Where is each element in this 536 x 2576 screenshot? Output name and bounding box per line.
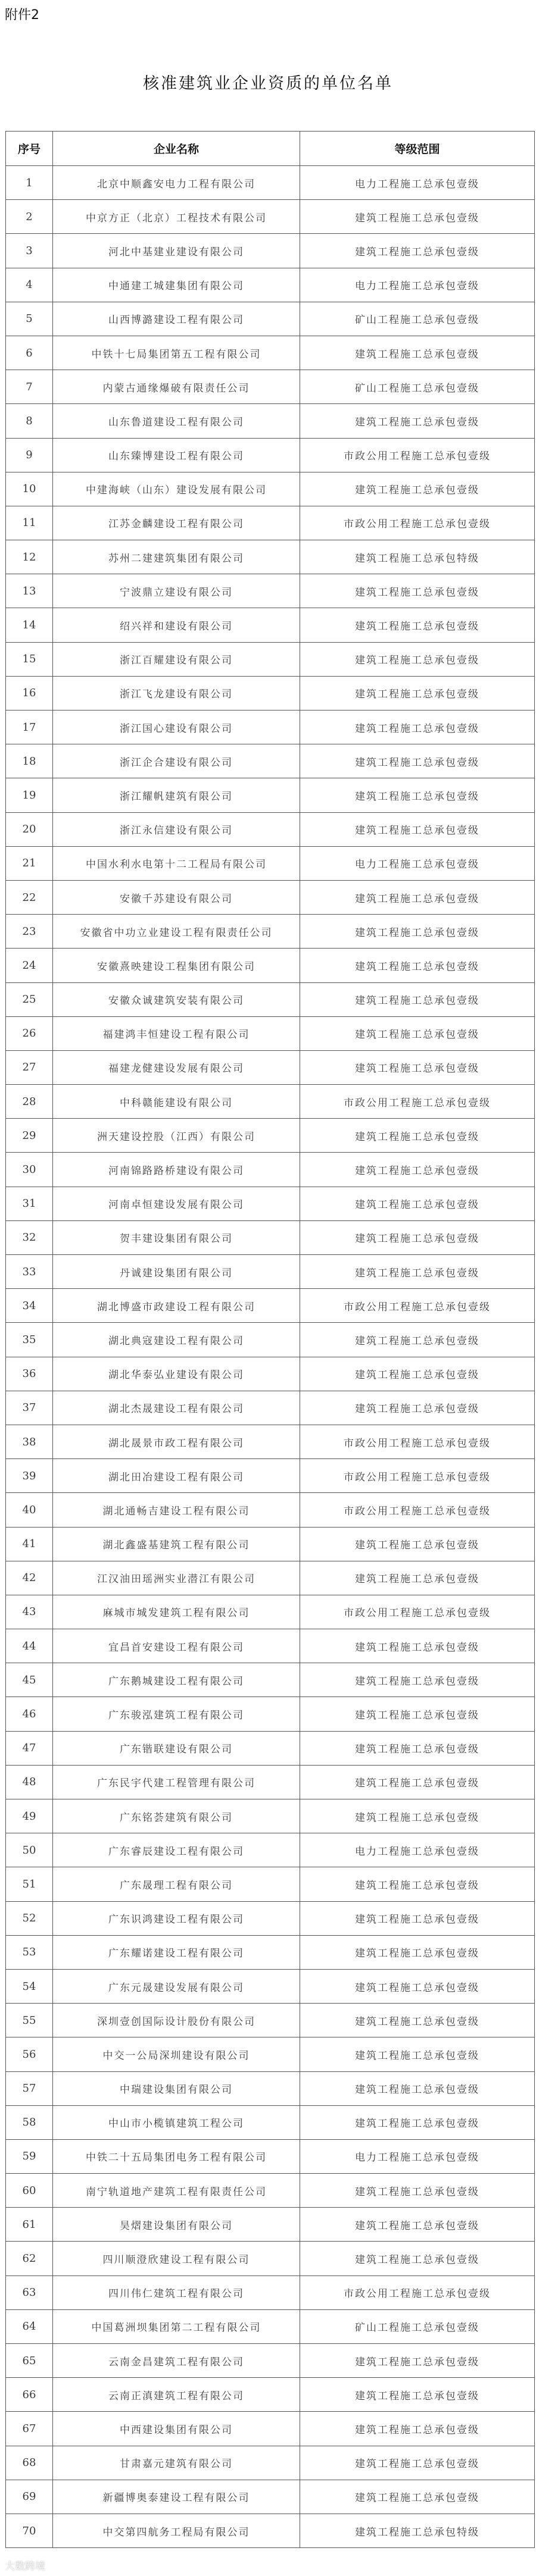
qualification-scope-cell: 建筑工程施工总承包壹级	[300, 1050, 535, 1084]
table-row	[6, 1220, 535, 1254]
serial-number-cell: 49	[6, 1799, 53, 1833]
company-name-cell: 洲天建设控股（江西）有限公司	[53, 1119, 300, 1153]
company-name-cell: 浙江国心建设有限公司	[53, 710, 300, 744]
company-name-cell: 中西建设集团有限公司	[53, 2412, 300, 2446]
serial-number-cell: 21	[6, 846, 53, 880]
company-name-cell: 广东识鸿建设工程有限公司	[53, 1901, 300, 1935]
table-row	[6, 2004, 535, 2037]
serial-number-cell: 54	[6, 1969, 53, 2003]
serial-number-cell: 1	[6, 166, 53, 200]
company-name-cell: 江汉油田瑶洲实业潜江有限公司	[53, 1561, 300, 1595]
serial-number-cell: 4	[6, 268, 53, 302]
table-row	[6, 268, 535, 302]
company-name-cell: 山东鲁道建设工程有限公司	[53, 404, 300, 438]
company-name-cell: 湖北杰晟建设工程有限公司	[53, 1391, 300, 1425]
serial-number-cell: 5	[6, 302, 53, 336]
company-name-cell: 浙江飞龙建设有限公司	[53, 676, 300, 710]
table-row	[6, 1731, 535, 1765]
table-row	[6, 1357, 535, 1391]
company-name-cell: 新疆博奥泰建设工程有限公司	[53, 2480, 300, 2514]
qualification-scope-cell: 建筑工程施工总承包壹级	[300, 2242, 535, 2275]
qualification-scope-cell: 建筑工程施工总承包壹级	[300, 982, 535, 1016]
table-row	[6, 2344, 535, 2378]
table-row	[6, 2275, 535, 2309]
serial-number-cell: 37	[6, 1391, 53, 1425]
qualification-scope-cell: 建筑工程施工总承包壹级	[300, 710, 535, 744]
table-row	[6, 1663, 535, 1697]
header-qualification-scope: 等级范围	[300, 132, 535, 166]
qualification-scope-cell: 建筑工程施工总承包壹级	[300, 2446, 535, 2480]
table-row	[6, 370, 535, 404]
company-name-cell: 中建海峡（山东）建设发展有限公司	[53, 472, 300, 506]
table-row	[6, 1119, 535, 1153]
serial-number-cell: 33	[6, 1255, 53, 1289]
qualification-scope-cell: 市政公用工程施工总承包壹级	[300, 1085, 535, 1119]
qualification-scope-cell: 电力工程施工总承包壹级	[300, 2139, 535, 2173]
serial-number-cell: 3	[6, 234, 53, 268]
qualification-scope-cell: 建筑工程施工总承包壹级	[300, 1220, 535, 1254]
table-row	[6, 1595, 535, 1629]
serial-number-cell: 46	[6, 1697, 53, 1731]
qualification-scope-cell: 建筑工程施工总承包壹级	[300, 2344, 535, 2378]
table-row	[6, 1527, 535, 1561]
company-name-cell: 湖北通畅吉建设工程有限公司	[53, 1493, 300, 1527]
serial-number-cell: 39	[6, 1459, 53, 1493]
company-name-cell: 广东睿辰建设工程有限公司	[53, 1833, 300, 1867]
qualification-scope-cell: 建筑工程施工总承包壹级	[300, 1969, 535, 2003]
company-name-cell: 湖北典寇建设工程有限公司	[53, 1323, 300, 1357]
company-name-cell: 贺丰建设集团有限公司	[53, 1220, 300, 1254]
serial-number-cell: 26	[6, 1016, 53, 1050]
header-company-name: 企业名称	[53, 132, 300, 166]
serial-number-cell: 8	[6, 404, 53, 438]
header-serial-number: 序号	[6, 132, 53, 166]
qualification-scope-cell: 市政公用工程施工总承包壹级	[300, 1425, 535, 1458]
table-row	[6, 1697, 535, 1731]
serial-number-cell: 68	[6, 2446, 53, 2480]
serial-number-cell: 42	[6, 1561, 53, 1595]
company-name-cell: 四川顺澄欣建设工程有限公司	[53, 2242, 300, 2275]
qualification-scope-cell: 建筑工程施工总承包壹级	[300, 1697, 535, 1731]
table-row	[6, 915, 535, 949]
company-name-cell: 宁波鼎立建设有限公司	[53, 574, 300, 608]
qualification-scope-cell: 建筑工程施工总承包壹级	[300, 915, 535, 949]
qualification-scope-cell: 电力工程施工总承包壹级	[300, 268, 535, 302]
serial-number-cell: 44	[6, 1629, 53, 1663]
serial-number-cell: 47	[6, 1731, 53, 1765]
serial-number-cell: 9	[6, 438, 53, 472]
company-name-cell: 苏州二建建筑集团有限公司	[53, 540, 300, 574]
serial-number-cell: 29	[6, 1119, 53, 1153]
qualification-scope-cell: 建筑工程施工总承包壹级	[300, 200, 535, 234]
qualification-scope-cell: 建筑工程施工总承包壹级	[300, 1731, 535, 1765]
table-row	[6, 1969, 535, 2003]
serial-number-cell: 50	[6, 1833, 53, 1867]
qualification-scope-cell: 建筑工程施工总承包壹级	[300, 1323, 535, 1357]
table-row	[6, 1323, 535, 1357]
company-name-cell: 中国水利水电第十二工程局有限公司	[53, 846, 300, 880]
qualification-scope-cell: 建筑工程施工总承包壹级	[300, 744, 535, 778]
serial-number-cell: 69	[6, 2480, 53, 2514]
table-row	[6, 1187, 535, 1220]
table-row	[6, 1459, 535, 1493]
table-row	[6, 1289, 535, 1323]
table-row	[6, 1765, 535, 1799]
company-name-cell: 湖北华泰弘业建设有限公司	[53, 1357, 300, 1391]
serial-number-cell: 66	[6, 2378, 53, 2412]
serial-number-cell: 48	[6, 1765, 53, 1799]
table-row	[6, 1493, 535, 1527]
company-name-cell: 浙江耀帆建筑有限公司	[53, 778, 300, 812]
serial-number-cell: 65	[6, 2344, 53, 2378]
table-row	[6, 2309, 535, 2343]
qualification-scope-cell: 建筑工程施工总承包壹级	[300, 2208, 535, 2242]
table-row	[6, 880, 535, 914]
company-name-cell: 四川伟仁建筑工程有限公司	[53, 2275, 300, 2309]
qualification-scope-cell: 建筑工程施工总承包壹级	[300, 336, 535, 370]
company-name-cell: 广东鹅城建设工程有限公司	[53, 1663, 300, 1697]
serial-number-cell: 62	[6, 2242, 53, 2275]
qualification-scope-cell: 电力工程施工总承包壹级	[300, 846, 535, 880]
table-row	[6, 2174, 535, 2208]
serial-number-cell: 12	[6, 540, 53, 574]
table-row	[6, 1050, 535, 1084]
serial-number-cell: 61	[6, 2208, 53, 2242]
table-row	[6, 234, 535, 268]
serial-number-cell: 31	[6, 1187, 53, 1220]
qualification-scope-cell: 建筑工程施工总承包壹级	[300, 2412, 535, 2446]
company-name-cell: 江苏金麟建设工程有限公司	[53, 506, 300, 540]
qualification-scope-cell: 建筑工程施工总承包壹级	[300, 2174, 535, 2208]
table-row	[6, 472, 535, 506]
company-name-cell: 绍兴祥和建设有限公司	[53, 608, 300, 642]
serial-number-cell: 64	[6, 2309, 53, 2343]
qualification-scope-cell: 建筑工程施工总承包壹级	[300, 949, 535, 982]
company-name-cell: 广东骏泓建筑工程有限公司	[53, 1697, 300, 1731]
qualification-scope-cell: 建筑工程施工总承包壹级	[300, 812, 535, 846]
table-row	[6, 608, 535, 642]
qualification-scope-cell: 建筑工程施工总承包壹级	[300, 642, 535, 676]
qualification-scope-cell: 建筑工程施工总承包壹级	[300, 2378, 535, 2412]
company-name-cell: 丹诚建设集团有限公司	[53, 1255, 300, 1289]
qualification-scope-cell: 建筑工程施工总承包壹级	[300, 1357, 535, 1391]
company-name-cell: 甘肃嘉元建筑有限公司	[53, 2446, 300, 2480]
table-row	[6, 2208, 535, 2242]
qualification-scope-cell: 建筑工程施工总承包壹级	[300, 1187, 535, 1220]
qualification-scope-cell: 建筑工程施工总承包壹级	[300, 676, 535, 710]
table-row	[6, 1016, 535, 1050]
company-name-cell: 中京方正（北京）工程技术有限公司	[53, 200, 300, 234]
qualification-scope-cell: 建筑工程施工总承包壹级	[300, 2004, 535, 2037]
serial-number-cell: 19	[6, 778, 53, 812]
company-name-cell: 福建龙健建设发展有限公司	[53, 1050, 300, 1084]
table-row	[6, 1391, 535, 1425]
table-row	[6, 302, 535, 336]
qualification-scope-cell: 市政公用工程施工总承包壹级	[300, 1459, 535, 1493]
qualification-scope-cell: 建筑工程施工总承包壹级	[300, 1391, 535, 1425]
qualification-scope-cell: 矿山工程施工总承包壹级	[300, 302, 535, 336]
table-row	[6, 574, 535, 608]
serial-number-cell: 22	[6, 880, 53, 914]
table-row	[6, 200, 535, 234]
qualification-scope-cell: 市政公用工程施工总承包壹级	[300, 2275, 535, 2309]
serial-number-cell: 17	[6, 710, 53, 744]
serial-number-cell: 15	[6, 642, 53, 676]
qualification-scope-cell: 市政公用工程施工总承包壹级	[300, 1493, 535, 1527]
company-name-cell: 中瑞建设集团有限公司	[53, 2071, 300, 2105]
serial-number-cell: 53	[6, 1935, 53, 1969]
page-title: 核准建筑业企业资质的单位名单	[143, 74, 393, 93]
table-row	[6, 2105, 535, 2139]
serial-number-cell: 70	[6, 2514, 53, 2547]
company-name-cell: 广东锴联建设有限公司	[53, 1731, 300, 1765]
company-name-cell: 湖北博盛市政建设工程有限公司	[53, 1289, 300, 1323]
serial-number-cell: 32	[6, 1220, 53, 1254]
table-row	[6, 1561, 535, 1595]
qualification-scope-cell: 矿山工程施工总承包壹级	[300, 2309, 535, 2343]
serial-number-cell: 18	[6, 744, 53, 778]
table-row	[6, 2242, 535, 2275]
company-name-cell: 中通建工城建集团有限公司	[53, 268, 300, 302]
company-name-cell: 中科赣能建设有限公司	[53, 1085, 300, 1119]
serial-number-cell: 14	[6, 608, 53, 642]
qualification-scope-cell: 建筑工程施工总承包壹级	[300, 2105, 535, 2139]
qualification-scope-cell: 建筑工程施工总承包壹级	[300, 234, 535, 268]
qualification-scope-cell: 建筑工程施工总承包壹级	[300, 1527, 535, 1561]
company-name-cell: 昊熠建设集团有限公司	[53, 2208, 300, 2242]
serial-number-cell: 67	[6, 2412, 53, 2446]
serial-number-cell: 56	[6, 2037, 53, 2071]
serial-number-cell: 41	[6, 1527, 53, 1561]
table-row	[6, 1833, 535, 1867]
table-header-row	[6, 132, 535, 166]
table-row	[6, 2071, 535, 2105]
serial-number-cell: 60	[6, 2174, 53, 2208]
serial-number-cell: 34	[6, 1289, 53, 1323]
serial-number-cell: 52	[6, 1901, 53, 1935]
serial-number-cell: 43	[6, 1595, 53, 1629]
company-name-cell: 深圳壹创国际设计股份有限公司	[53, 2004, 300, 2037]
qualification-scope-cell: 建筑工程施工总承包特级	[300, 2514, 535, 2547]
serial-number-cell: 38	[6, 1425, 53, 1458]
qualification-scope-cell: 建筑工程施工总承包壹级	[300, 1901, 535, 1935]
serial-number-cell: 58	[6, 2105, 53, 2139]
company-name-cell: 广东铭荟建筑有限公司	[53, 1799, 300, 1833]
table-row	[6, 1901, 535, 1935]
serial-number-cell: 45	[6, 1663, 53, 1697]
company-name-cell: 中铁二十五局集团电务工程有限公司	[53, 2139, 300, 2173]
table-row	[6, 2378, 535, 2412]
serial-number-cell: 13	[6, 574, 53, 608]
qualification-scope-cell: 建筑工程施工总承包壹级	[300, 1765, 535, 1799]
qualification-scope-cell: 市政公用工程施工总承包壹级	[300, 1595, 535, 1629]
company-name-cell: 安徽熹映建设工程集团有限公司	[53, 949, 300, 982]
company-name-cell: 山西博潞建设工程有限公司	[53, 302, 300, 336]
company-name-cell: 湖北田冶建设工程有限公司	[53, 1459, 300, 1493]
table-row	[6, 540, 535, 574]
company-name-cell: 内蒙古通缘爆破有限责任公司	[53, 370, 300, 404]
table-row	[6, 949, 535, 982]
table-row	[6, 2037, 535, 2071]
qualification-table	[5, 131, 535, 2548]
table-row	[6, 1935, 535, 1969]
serial-number-cell: 57	[6, 2071, 53, 2105]
qualification-scope-cell: 建筑工程施工总承包壹级	[300, 574, 535, 608]
qualification-scope-cell: 建筑工程施工总承包壹级	[300, 2480, 535, 2514]
table-row	[6, 336, 535, 370]
qualification-scope-cell: 建筑工程施工总承包壹级	[300, 1935, 535, 1969]
company-name-cell: 浙江企合建设有限公司	[53, 744, 300, 778]
serial-number-cell: 20	[6, 812, 53, 846]
qualification-scope-cell: 建筑工程施工总承包壹级	[300, 404, 535, 438]
serial-number-cell: 25	[6, 982, 53, 1016]
table-row	[6, 642, 535, 676]
qualification-scope-cell: 建筑工程施工总承包壹级	[300, 880, 535, 914]
table-row	[6, 1255, 535, 1289]
serial-number-cell: 55	[6, 2004, 53, 2037]
serial-number-cell: 51	[6, 1867, 53, 1901]
qualification-scope-cell: 建筑工程施工总承包壹级	[300, 1867, 535, 1901]
qualification-scope-cell: 建筑工程施工总承包壹级	[300, 1255, 535, 1289]
qualification-scope-cell: 建筑工程施工总承包壹级	[300, 1119, 535, 1153]
company-name-cell: 南宁轨道地产建筑工程有限责任公司	[53, 2174, 300, 2208]
table-row	[6, 166, 535, 200]
table-row	[6, 438, 535, 472]
serial-number-cell: 28	[6, 1085, 53, 1119]
qualification-scope-cell: 建筑工程施工总承包壹级	[300, 1629, 535, 1663]
qualification-scope-cell: 建筑工程施工总承包特级	[300, 540, 535, 574]
table-row	[6, 1629, 535, 1663]
company-name-cell: 广东晟理工程有限公司	[53, 1867, 300, 1901]
company-name-cell: 福建鸿丰恒建设工程有限公司	[53, 1016, 300, 1050]
qualification-scope-cell: 建筑工程施工总承包壹级	[300, 1153, 535, 1187]
table-row	[6, 676, 535, 710]
company-name-cell: 广东元晟建设发展有限公司	[53, 1969, 300, 2003]
serial-number-cell: 40	[6, 1493, 53, 1527]
company-name-cell: 云南金昌建筑工程有限公司	[53, 2344, 300, 2378]
company-name-cell: 中交一公局深圳建设有限公司	[53, 2037, 300, 2071]
company-name-cell: 湖北鑫盛基建筑工程有限公司	[53, 1527, 300, 1561]
company-name-cell: 广东耀诺建设工程有限公司	[53, 1935, 300, 1969]
company-name-cell: 中山市小榄镇建筑工程公司	[53, 2105, 300, 2139]
qualification-scope-cell: 建筑工程施工总承包壹级	[300, 778, 535, 812]
table-row	[6, 744, 535, 778]
company-name-cell: 中铁十七局集团第五工程有限公司	[53, 336, 300, 370]
table-row	[6, 1085, 535, 1119]
serial-number-cell: 27	[6, 1050, 53, 1084]
company-name-cell: 浙江永信建设有限公司	[53, 812, 300, 846]
serial-number-cell: 35	[6, 1323, 53, 1357]
qualification-scope-cell: 矿山工程施工总承包壹级	[300, 370, 535, 404]
company-name-cell: 北京中顺鑫安电力工程有限公司	[53, 166, 300, 200]
company-name-cell: 山东臻博建设工程有限公司	[53, 438, 300, 472]
qualification-scope-cell: 电力工程施工总承包壹级	[300, 1833, 535, 1867]
table-row	[6, 2412, 535, 2446]
serial-number-cell: 59	[6, 2139, 53, 2173]
table-row	[6, 778, 535, 812]
company-name-cell: 河南卓恒建设发展有限公司	[53, 1187, 300, 1220]
serial-number-cell: 16	[6, 676, 53, 710]
company-name-cell: 中国葛洲坝集团第二工程有限公司	[53, 2309, 300, 2343]
table-row	[6, 846, 535, 880]
company-name-cell: 宜昌首安建设工程有限公司	[53, 1629, 300, 1663]
serial-number-cell: 11	[6, 506, 53, 540]
serial-number-cell: 23	[6, 915, 53, 949]
qualification-scope-cell: 建筑工程施工总承包壹级	[300, 472, 535, 506]
company-name-cell: 麻城市城发建筑工程有限公司	[53, 1595, 300, 1629]
table-row	[6, 1799, 535, 1833]
table-row	[6, 2480, 535, 2514]
serial-number-cell: 30	[6, 1153, 53, 1187]
table-row	[6, 812, 535, 846]
table-row	[6, 2139, 535, 2173]
qualification-scope-cell: 建筑工程施工总承包壹级	[300, 2037, 535, 2071]
table-row	[6, 710, 535, 744]
company-name-cell: 中交第四航务工程局有限公司	[53, 2514, 300, 2547]
attachment-label: 附件2	[5, 8, 39, 23]
serial-number-cell: 63	[6, 2275, 53, 2309]
company-name-cell: 湖北晟景市政工程有限公司	[53, 1425, 300, 1458]
serial-number-cell: 10	[6, 472, 53, 506]
table-row	[6, 1153, 535, 1187]
serial-number-cell: 6	[6, 336, 53, 370]
qualification-scope-cell: 建筑工程施工总承包壹级	[300, 1016, 535, 1050]
table-row	[6, 1867, 535, 1901]
serial-number-cell: 24	[6, 949, 53, 982]
company-name-cell: 广东民宇代建工程管理有限公司	[53, 1765, 300, 1799]
qualification-scope-cell: 建筑工程施工总承包壹级	[300, 1663, 535, 1697]
qualification-scope-cell: 建筑工程施工总承包壹级	[300, 608, 535, 642]
qualification-scope-cell: 建筑工程施工总承包壹级	[300, 1799, 535, 1833]
table-row	[6, 1425, 535, 1458]
qualification-scope-cell: 市政公用工程施工总承包壹级	[300, 438, 535, 472]
qualification-scope-cell: 市政公用工程施工总承包壹级	[300, 506, 535, 540]
serial-number-cell: 2	[6, 200, 53, 234]
watermark-logo: 大数跨境	[5, 2561, 45, 2572]
serial-number-cell: 36	[6, 1357, 53, 1391]
table-row	[6, 404, 535, 438]
qualification-scope-cell: 建筑工程施工总承包壹级	[300, 2071, 535, 2105]
company-name-cell: 安徽省中功立业建设工程有限责任公司	[53, 915, 300, 949]
qualification-scope-cell: 市政公用工程施工总承包壹级	[300, 1289, 535, 1323]
company-name-cell: 安徽千苏建设有限公司	[53, 880, 300, 914]
qualification-scope-cell: 电力工程施工总承包壹级	[300, 166, 535, 200]
serial-number-cell: 7	[6, 370, 53, 404]
company-name-cell: 云南正滇建筑工程有限公司	[53, 2378, 300, 2412]
table-row	[6, 982, 535, 1016]
company-name-cell: 河北中基建业建设有限公司	[53, 234, 300, 268]
table-row	[6, 506, 535, 540]
company-name-cell: 安徽众诚建筑安装有限公司	[53, 982, 300, 1016]
company-name-cell: 河南锦路路桥建设有限公司	[53, 1153, 300, 1187]
table-row	[6, 2446, 535, 2480]
table-body	[6, 166, 535, 2548]
qualification-scope-cell: 建筑工程施工总承包壹级	[300, 1561, 535, 1595]
company-name-cell: 浙江百耀建设有限公司	[53, 642, 300, 676]
table-row	[6, 2514, 535, 2547]
